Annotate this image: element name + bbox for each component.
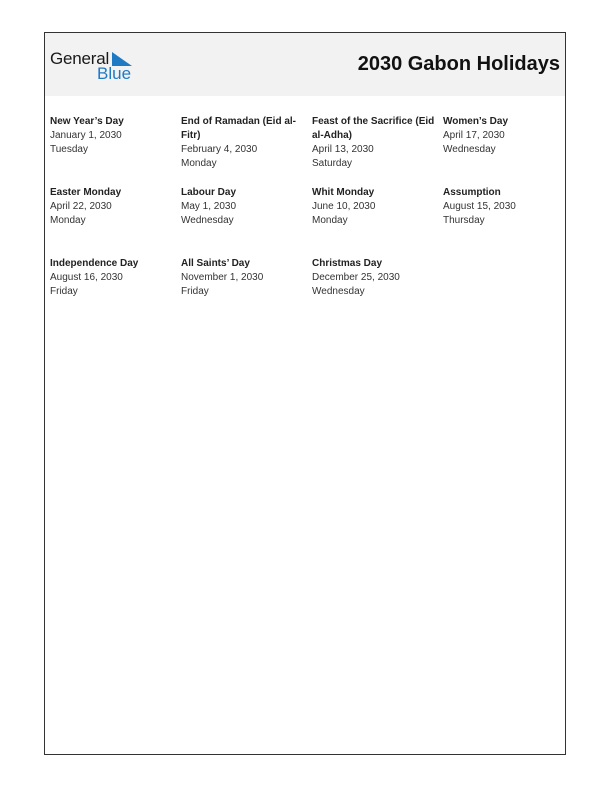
holiday-date: December 25, 2030	[312, 272, 400, 283]
holiday-name: End of Ramadan (Eid al-Fitr)	[181, 116, 297, 141]
holiday-date: August 15, 2030	[443, 201, 516, 212]
page-title: 2030 Gabon Holidays	[357, 53, 560, 75]
holiday-date: February 4, 2030	[181, 144, 258, 155]
holiday-date: January 1, 2030	[50, 130, 122, 141]
header	[45, 33, 565, 96]
holiday-grid	[50, 115, 570, 328]
holiday-name: Women’s Day	[443, 116, 509, 127]
holiday-weekday: Monday	[312, 215, 348, 226]
logo-general-text: General	[50, 49, 110, 68]
holiday-weekday: Wednesday	[443, 144, 496, 155]
holiday-item	[50, 115, 181, 186]
holiday-name: Independence Day	[50, 258, 139, 269]
holiday-name: New Year’s Day	[50, 116, 124, 127]
holiday-date: August 16, 2030	[50, 272, 123, 283]
holiday-item	[443, 115, 563, 186]
holiday-name: Christmas Day	[312, 258, 383, 269]
holiday-weekday: Friday	[50, 286, 78, 297]
holiday-name: Assumption	[443, 187, 501, 198]
logo	[50, 49, 140, 83]
holiday-item	[50, 257, 181, 328]
holiday-date: April 13, 2030	[312, 144, 374, 155]
holiday-weekday: Monday	[50, 215, 86, 226]
holiday-name: Feast of the Sacrifice (Eid al-Adha)	[312, 116, 435, 141]
holiday-weekday: Friday	[181, 286, 209, 297]
holiday-date: November 1, 2030	[181, 272, 264, 283]
holiday-item	[181, 186, 312, 257]
holiday-name: Whit Monday	[312, 187, 375, 198]
page-frame	[44, 32, 566, 755]
holiday-item	[50, 186, 181, 257]
logo-blue-text: Blue	[97, 64, 132, 83]
holiday-item	[312, 186, 443, 257]
holiday-item	[312, 257, 443, 328]
holiday-date: April 22, 2030	[50, 201, 112, 212]
holiday-name: Easter Monday	[50, 187, 122, 198]
holiday-item	[181, 257, 312, 328]
holiday-date: May 1, 2030	[181, 201, 237, 212]
holiday-weekday: Wednesday	[181, 215, 234, 226]
holiday-item	[181, 115, 312, 186]
holiday-weekday: Wednesday	[312, 286, 365, 297]
holiday-date: April 17, 2030	[443, 130, 505, 141]
holiday-name: Labour Day	[181, 187, 237, 198]
holiday-weekday: Monday	[181, 158, 217, 169]
holiday-date: June 10, 2030	[312, 201, 376, 212]
holiday-item	[443, 186, 563, 257]
holiday-name: All Saints’ Day	[181, 258, 250, 269]
holiday-weekday: Thursday	[443, 215, 485, 226]
holiday-weekday: Tuesday	[50, 144, 88, 155]
holiday-item	[312, 115, 443, 186]
holiday-weekday: Saturday	[312, 158, 353, 169]
